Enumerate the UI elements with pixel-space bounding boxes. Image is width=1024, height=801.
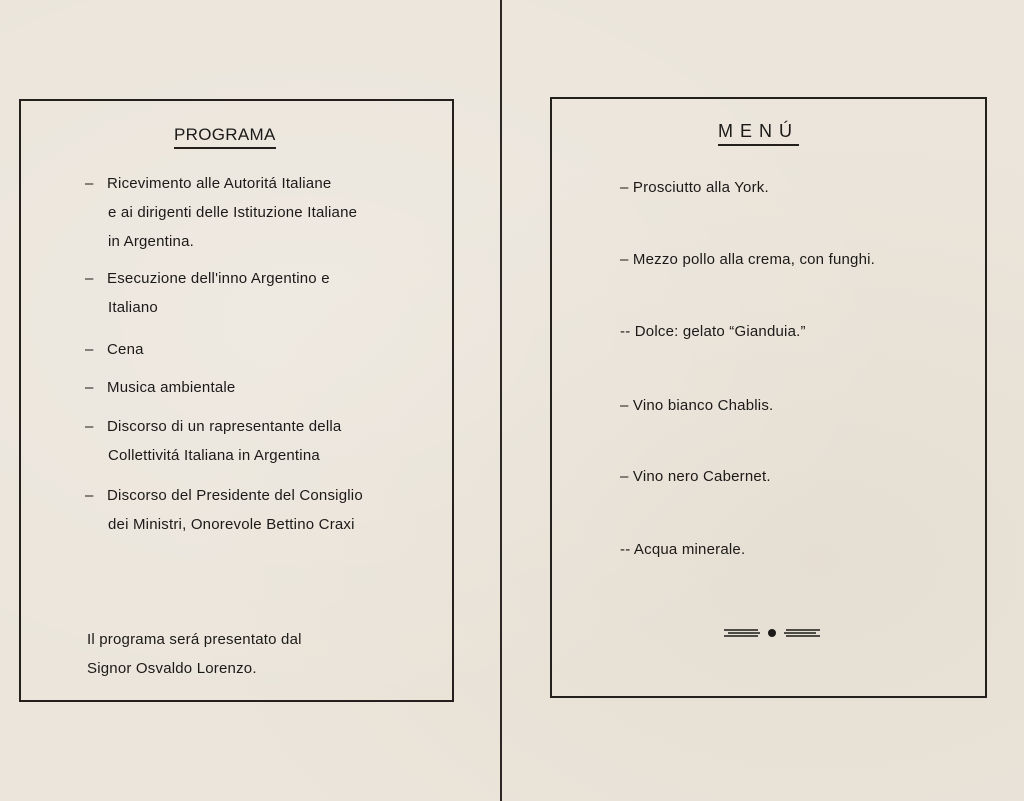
program-item-line: Italiano [108,299,158,316]
menu-item: – Mezzo pollo alla crema, con funghi. [620,251,876,268]
item-dash: – [85,341,94,358]
menu-item: – Vino nero Cabernet. [620,468,771,485]
item-dash: – [85,175,94,192]
program-item-line: Esecuzione dell'inno Argentino e [107,270,330,287]
program-item-line: Discorso del Presidente del Consiglio [107,487,363,504]
program-item-line: Ricevimento alle Autoritá Italiane [107,175,332,192]
menu-item: -- Dolce: gelato “Gianduia.” [620,323,806,340]
menu-item: – Prosciutto alla York. [620,179,769,196]
program-footer [87,625,302,683]
item-dash: – [85,418,94,435]
footer-line: Il programa será presentato dal [87,631,302,648]
program-item-line: Musica ambientale [107,379,236,396]
program-item-line: dei Ministri, Onorevole Bettino Craxi [108,516,355,533]
item-dash: – [85,270,94,287]
item-dash: – [85,379,94,396]
divider-ornament-icon [724,623,820,643]
menu-title: MENÚ [718,121,799,146]
program-panel [19,99,454,702]
program-item-line: Collettivitá Italiana in Argentina [108,447,320,464]
program-item-line: e ai dirigenti delle Istituzione Italiane [108,204,358,221]
page-fold-line [500,0,502,801]
menu-item: -- Acqua minerale. [620,541,746,558]
program-item-line: Cena [107,341,144,358]
program-title: PROGRAMA [174,125,276,149]
menu-panel [550,97,987,698]
menu-item: – Vino bianco Chablis. [620,397,774,414]
footer-line: Signor Osvaldo Lorenzo. [87,660,257,677]
program-item-line: in Argentina. [108,233,194,250]
program-item-line: Discorso di un rapresentante della [107,418,342,435]
item-dash: – [85,487,94,504]
